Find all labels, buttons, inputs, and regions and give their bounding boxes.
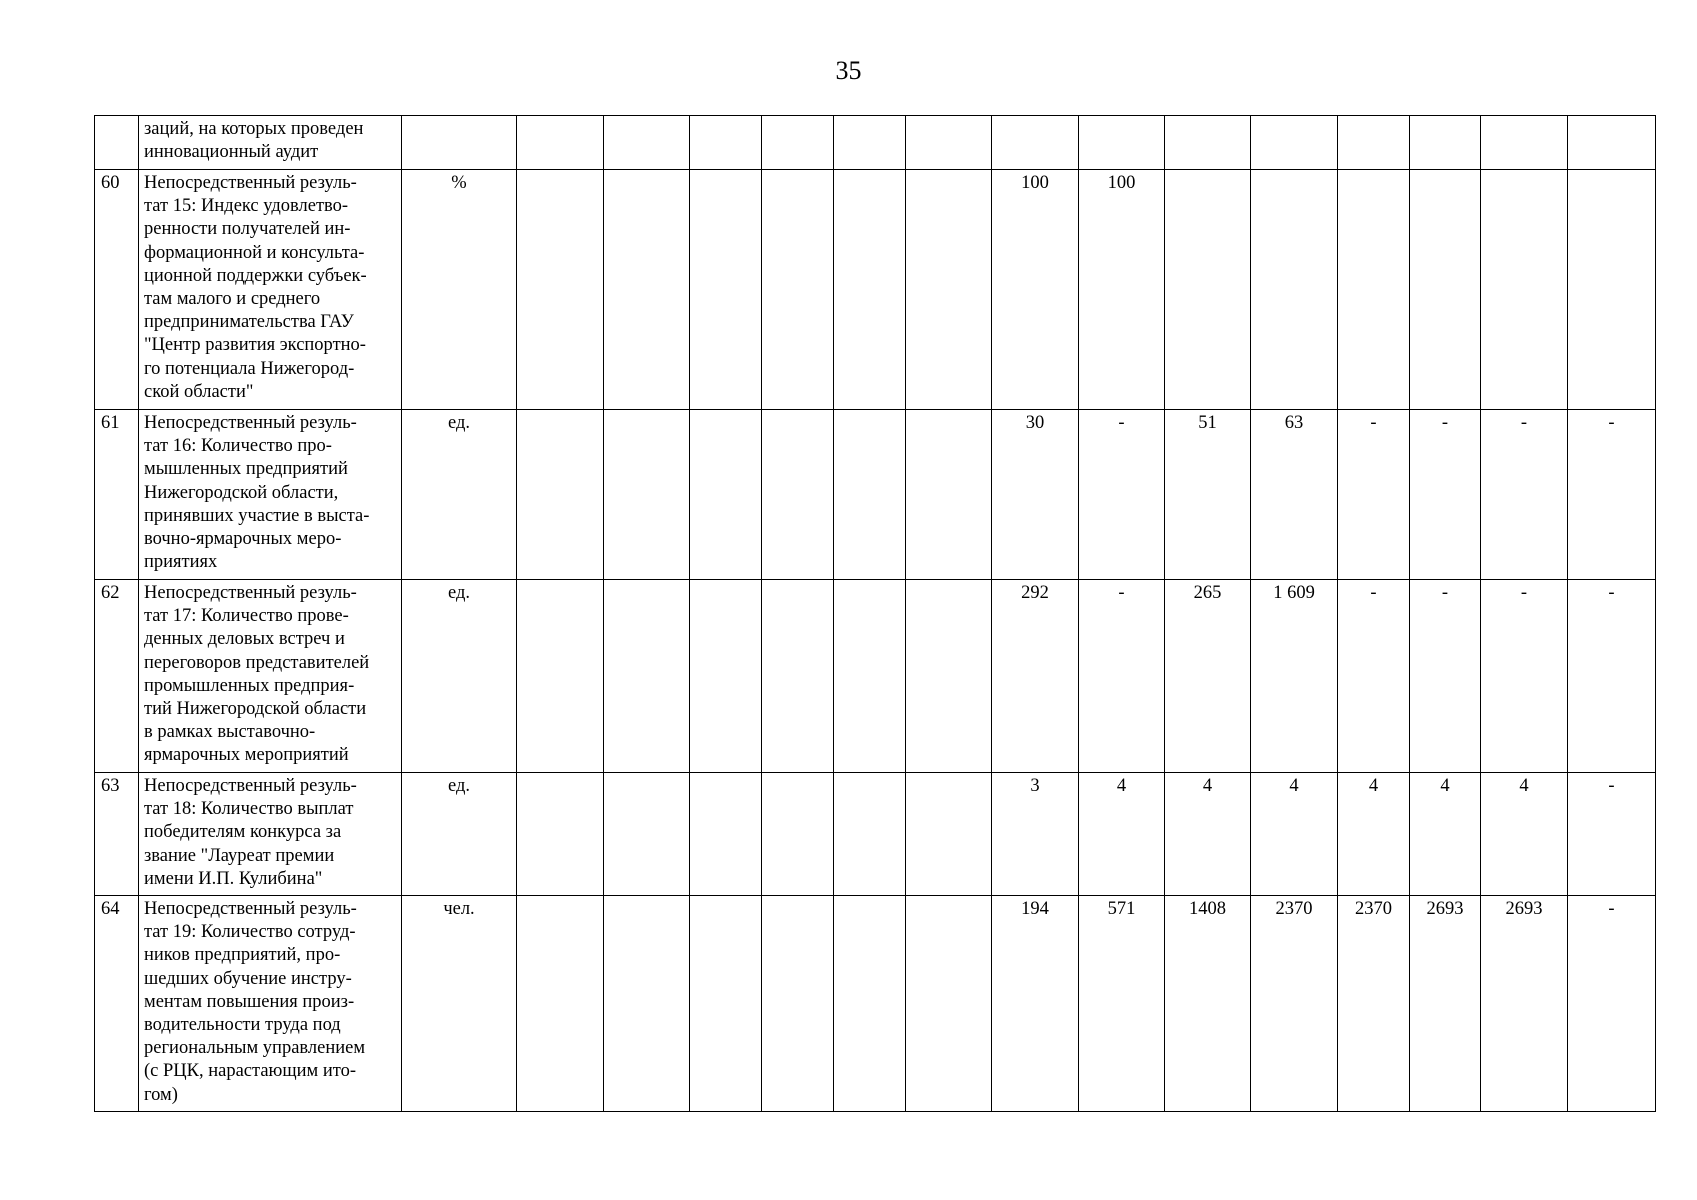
value-cell: 2693	[1481, 896, 1568, 1112]
value-cell	[1251, 116, 1338, 170]
value-cell	[834, 116, 906, 170]
value-cell: 51	[1165, 410, 1251, 580]
value-cell	[906, 170, 992, 410]
unit-cell: ед.	[402, 410, 517, 580]
value-cell: -	[1338, 580, 1410, 773]
value-cell	[834, 896, 906, 1112]
table-row	[95, 116, 1656, 170]
value-cell	[762, 773, 834, 896]
value-cell	[1338, 116, 1410, 170]
value-cell	[1079, 116, 1165, 170]
row-number-cell: 61	[95, 410, 139, 580]
indicator-description-cell	[139, 170, 402, 410]
unit-cell: чел.	[402, 896, 517, 1112]
value-cell: 4	[1251, 773, 1338, 896]
value-cell	[906, 773, 992, 896]
table-row	[95, 773, 1656, 896]
value-cell: -	[1568, 410, 1656, 580]
value-cell	[762, 170, 834, 410]
value-cell: 265	[1165, 580, 1251, 773]
value-cell	[690, 116, 762, 170]
value-cell: 4	[1079, 773, 1165, 896]
value-cell: 100	[1079, 170, 1165, 410]
row-number-cell	[95, 116, 139, 170]
value-cell	[1251, 170, 1338, 410]
unit-cell: ед.	[402, 773, 517, 896]
value-cell: 4	[1338, 773, 1410, 896]
value-cell: -	[1338, 410, 1410, 580]
indicator-description-cell	[139, 410, 402, 580]
value-cell: 30	[992, 410, 1079, 580]
unit-cell: ед.	[402, 580, 517, 773]
value-cell	[604, 896, 690, 1112]
value-cell	[992, 116, 1079, 170]
value-cell	[906, 580, 992, 773]
value-cell	[906, 410, 992, 580]
value-cell	[517, 170, 604, 410]
row-number-cell: 62	[95, 580, 139, 773]
value-cell	[906, 896, 992, 1112]
value-cell: 292	[992, 580, 1079, 773]
value-cell: 100	[992, 170, 1079, 410]
value-cell	[690, 896, 762, 1112]
value-cell	[1481, 170, 1568, 410]
value-cell	[690, 410, 762, 580]
value-cell	[1481, 116, 1568, 170]
value-cell	[762, 896, 834, 1112]
value-cell	[762, 410, 834, 580]
value-cell	[834, 170, 906, 410]
unit-cell: %	[402, 170, 517, 410]
indicator-description-cell	[139, 116, 402, 170]
value-cell	[690, 580, 762, 773]
value-cell	[1410, 116, 1481, 170]
value-cell: 4	[1410, 773, 1481, 896]
value-cell: 2693	[1410, 896, 1481, 1112]
indicator-description: Непосредственный резуль- тат 15: Индекс удовлетво- ренности получателей ин- формационной и консульта- ционной поддержки субъек- там малого и среднего предпринимательства ГАУ "Центр развития экспортно- го потенциала Нижегород- ской области"	[144, 173, 367, 402]
indicator-table	[94, 115, 1656, 1112]
value-cell: 3	[992, 773, 1079, 896]
value-cell	[604, 170, 690, 410]
value-cell: 2370	[1251, 896, 1338, 1112]
value-cell	[517, 896, 604, 1112]
indicator-description: Непосредственный резуль- тат 19: Количество сотруд- ников предприятий, про- шедших обучение инстру- ментам повышения произ- водительности труда под региональным управлением (с РЦК, нарастающим ито- гом)	[144, 899, 366, 1105]
indicator-description: Непосредственный резуль- тат 16: Количество про- мышленных предприятий Нижегородской области, принявших участие в выста- вочно-ярмарочных меро- приятиях	[144, 413, 370, 573]
value-cell	[1410, 170, 1481, 410]
value-cell: -	[1410, 580, 1481, 773]
value-cell	[517, 116, 604, 170]
value-cell: -	[1410, 410, 1481, 580]
value-cell	[834, 410, 906, 580]
value-cell	[762, 116, 834, 170]
value-cell: 4	[1481, 773, 1568, 896]
value-cell	[906, 116, 992, 170]
indicator-description: Непосредственный резуль- тат 18: Количество выплат победителям конкурса за звание "Лауреат премии имени И.П. Кулибина"	[144, 776, 357, 889]
unit-cell	[402, 116, 517, 170]
value-cell: -	[1481, 580, 1568, 773]
indicator-description: Непосредственный резуль- тат 17: Количество прове- денных деловых встреч и переговоров представителей промышленных предприя- тий Нижегородской области в рамках выставочно- ярмарочных мероприятий	[144, 583, 370, 766]
value-cell: 1408	[1165, 896, 1251, 1112]
row-number-cell: 63	[95, 773, 139, 896]
page-number: 35	[835, 56, 862, 85]
value-cell: -	[1568, 580, 1656, 773]
table-row	[95, 580, 1656, 773]
table-row	[95, 896, 1656, 1112]
value-cell	[604, 773, 690, 896]
value-cell: -	[1568, 773, 1656, 896]
value-cell	[1568, 116, 1656, 170]
value-cell	[517, 773, 604, 896]
value-cell: 2370	[1338, 896, 1410, 1112]
indicator-description-cell	[139, 580, 402, 773]
value-cell	[1338, 170, 1410, 410]
value-cell: -	[1481, 410, 1568, 580]
value-cell: -	[1079, 410, 1165, 580]
value-cell	[834, 773, 906, 896]
value-cell	[834, 580, 906, 773]
value-cell	[604, 580, 690, 773]
row-number-cell: 60	[95, 170, 139, 410]
value-cell: 63	[1251, 410, 1338, 580]
value-cell	[762, 580, 834, 773]
value-cell	[1568, 170, 1656, 410]
indicator-description-cell	[139, 773, 402, 896]
value-cell	[604, 410, 690, 580]
value-cell: 4	[1165, 773, 1251, 896]
value-cell	[517, 410, 604, 580]
value-cell	[1165, 170, 1251, 410]
value-cell: -	[1079, 580, 1165, 773]
value-cell: 571	[1079, 896, 1165, 1112]
value-cell	[604, 116, 690, 170]
value-cell	[1165, 116, 1251, 170]
indicator-description: заций, на которых проведен инновационный аудит	[144, 119, 364, 163]
value-cell: 1 609	[1251, 580, 1338, 773]
value-cell: -	[1568, 896, 1656, 1112]
value-cell	[690, 773, 762, 896]
value-cell	[690, 170, 762, 410]
table-row	[95, 410, 1656, 580]
value-cell	[517, 580, 604, 773]
table-row	[95, 170, 1656, 410]
row-number-cell: 64	[95, 896, 139, 1112]
value-cell: 194	[992, 896, 1079, 1112]
indicator-description-cell	[139, 896, 402, 1112]
